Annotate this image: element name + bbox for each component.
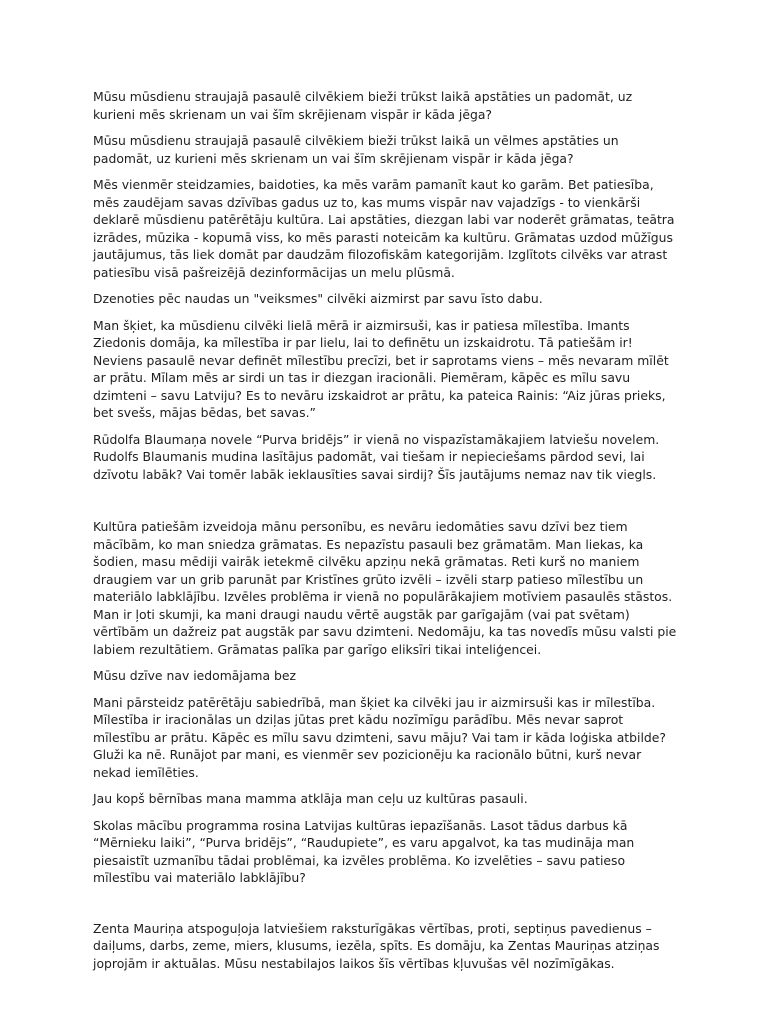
paragraph-7: Kultūra patiešām izveidoja mānu personību, es nevāru iedomāties savu dzīvi bez tiem mācībām, ko man sniedza grāmatas. Es nepazīstu pasauli bez grāmatām. Man liekas, ka šodien, masu mēdiji vairāk ietekmē cilvēku apziņu nekā grāmatas. Reti kurš no maniem draugiem var un grib parunāt par Kristīnes grūto izvēli – izvēli starp patieso mīlestību un materiālo labklājību. Izvēles problēma ir vienā no populārākajiem motīviem pasaulēs stāstos. Man ir ļoti skumji, ka mani draugi naudu vērtē augstāk par garīgajām (vai pat svētam) vērtībām un dažreiz pat augstāk par savu dzimteni. Nedomāju, ka tas novedīs mūsu valsti pie labiem rezultātiem. Grāmatas palīka par garīgo eliksīri tikai inteliģencei. — [93, 519, 677, 657]
paragraph-4: Dzenoties pēc naudas un "veiksmes" cilvēki aizmirst par savu īsto dabu. — [93, 291, 543, 306]
document-page — [93, 88, 678, 981]
paragraph-6: Rūdolfa Blaumaņa novele “Purva bridējs” ir vienā no vispazīstamākajiem latviešu novelem. Rudolfs Blaumanis mudina lasītājus padomāt, vai tiešam ir nepieciešams pārdod sevi, lai dzīvotu labāk? Vai tomēr labāk ieklausīties savai sirdij? Šīs jautājums nemaz nav tik viegls. — [93, 431, 660, 482]
paragraph-2: Mūsu mūsdienu straujajā pasaulē cilvēkiem bieži trūkst laikā un vēlmes apstāties un padomāt, uz kurieni mēs skrienam un vai šīm skrējienam vispār ir kāda jēga? — [93, 133, 619, 166]
paragraph-12: Zenta Mauriņa atspoguļoja latviešiem raksturīgākas vērtības, proti, septiņus pavedienus – daiļums, darbs, zeme, miers, klusums, iezēla, spīts. Es domāju, ka Zentas Mauriņas atziņas joprojām ir aktuālas. Mūsu nestabilajos laikos šīs vērtības kļuvušas vēl nozīmīgākas. — [93, 920, 660, 971]
paragraph-10: Jau kopš bērnības mana mamma atklāja man ceļu uz kultūras pasauli. — [93, 791, 528, 806]
paragraph-5: Man šķiet, ka mūsdienu cilvēki lielā mērā ir aizmirsuši, kas ir patiesa mīlestība. Imants Ziedonis domāja, ka mīlestība ir par lielu, lai to definētu un izskaidrotu. Tā patiešām ir! Neviens pasaulē nevar definēt mīlestību precīzi, bet ir saprotams viens – mēs nevaram mīlēt ar prātu. Mīlam mēs ar sirdi un tas ir diezgan iracionāli. Piemēram, kāpēc es mīlu savu dzimteni – savu Latviju? Es to nevāru izskaidrot ar prātu, ka pateica Rainis: “Aiz jūras prieks, bet svešs, mājas bēdas, bet savas.” — [93, 317, 669, 420]
paragraph-9: Mani pārsteidz patērētāju sabiedrībā, man šķiet ka cilvēki jau ir aizmirsuši kas ir mīlestība. Mīlestība ir iracionālas un dziļas jūtas pret kādu nozīmīgu parādību. Mēs nevar saprot mīlestību ar prātu. Kāpēc es mīlu savu dzimteni, savu māju? Vai tam ir kāda loģiska atbilde? Gluži ka nē. Runājot par mani, es vienmēr sev pozicionēju ka racionālo būtni, kurš nevar nekad iemīlēties. — [93, 694, 666, 780]
paragraph-3: Mēs vienmēr steidzamies, baidoties, ka mēs varām pamanīt kaut ko garām. Bet patiesība, mēs zaudējam savas dzīvības gadus uz to, kas mums vispār nav vajadzīgs - to vienkārši deklarē mūsdienu patērētāju kultūra. Lai apstāties, diezgan labi var noderēt grāmatas, teātra izrādes, mūzika - kopumā viss, ko mēs parasti noteicām ka kultūru. Grāmatas uzdod mūžīgus jautājumus, tās liek domāt par daudzām filozofiskām kategorijām. Izglītots cilvēks var atrast patiesību visā pašreizējā dezinformācijas un melu plūsmā. — [93, 177, 675, 280]
paragraph-11: Skolas mācību programma rosina Latvijas kultūras iepazīšanās. Lasot tādus darbus kā “Mērnieku laiki”, “Purva bridējs”, “Raudupiete”, es varu apgalvot, ka tas mudināja man piesaistīt uzmanību tādai problēmai, ka izvēles problēma. Ko izvelēties – savu patieso mīlestību vai materiālo labklājību? — [93, 817, 635, 885]
paragraph-8: Mūsu dzīve nav iedomājama bez — [93, 668, 297, 683]
paragraph-1: Mūsu mūsdienu straujajā pasaulē cilvēkiem bieži trūkst laikā apstāties un padomāt, uz kurieni mēs skrienam un vai šīm skrējienam vispār ir kāda jēga? — [93, 89, 633, 122]
